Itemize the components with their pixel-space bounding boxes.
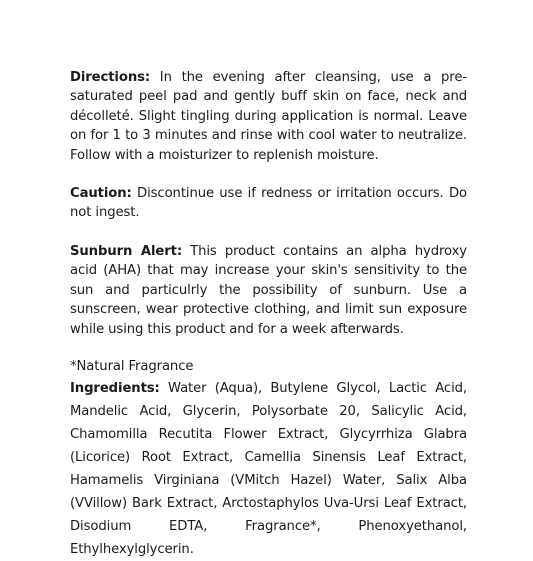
caution-paragraph [70,184,467,223]
sunburn-alert-paragraph [70,242,467,339]
caution-label: Caution: [70,186,132,201]
ingredients-text: Water (Aqua), Butylene Glycol, Lactic Acid, Mandelic Acid, Glycerin, Polysorbate 20, Salicylic Acid, Chamomilla Recutita Flower Extract, Glycyrrhiza Glabra (Licorice) Root Extract, Camellia Sinensis Leaf Extract, Hamamelis Virginiana (VMitch Hazel) Water, Salix Alba (VVillow) Bark Extract, Arctostaphylos Uva-Ursi Leaf Extract, Disodium EDTA, Fragrance*, Phenoxyethanol, Ethylhexylglycerin. [70,381,468,557]
directions-label: Directions: [70,70,151,85]
directions-paragraph [70,68,467,165]
ingredients-label: Ingredients: [70,381,160,396]
sunburn-alert-text: This product contains an alpha hydroxy acid (AHA) that may increase your skin's sensitivity to the sun and particulrly the possibility of sunburn. Use a sunscreen, wear protective clothing, and limit sun exposure while using this product and for a week afterwards. [70,244,467,337]
ingredients-paragraph [70,377,467,561]
caution-text: Discontinue use if redness or irritation occurs. Do not ingest. [70,186,467,221]
fragrance-note: *Natural Fragrance [70,359,194,374]
directions-text: In the evening after cleansing, use a pre-saturated peel pad and gently buff skin on face, neck and décolleté. Slight tingling during application is normal. Leave on for 1 to 3 minutes and rinse with cool water to neutralize. Follow with a moisturizer to replenish moisture. [70,70,468,163]
sunburn-alert-label: Sunburn Alert: [70,244,182,259]
